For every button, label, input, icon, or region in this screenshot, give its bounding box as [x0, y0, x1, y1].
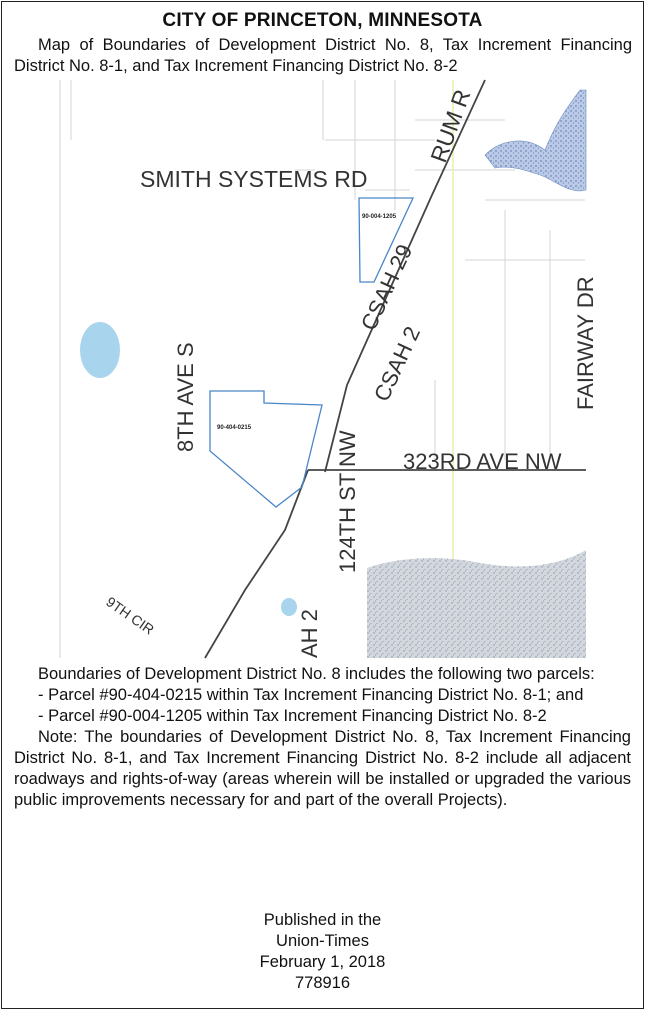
street-smith-systems: SMITH SYSTEMS RD: [140, 166, 368, 192]
small-pond: [281, 598, 297, 616]
published-in-line: Published in the: [263, 911, 382, 929]
street-csah-2: CSAH 2: [368, 322, 426, 406]
notice-id: 778916: [294, 974, 351, 992]
street-csah-2-bottom: AH 2: [297, 609, 322, 658]
intro-paragraph: Boundaries of Development District No. 8 includes the following two parcels:: [38, 665, 595, 683]
street-124th-st-nw: 124TH ST NW: [335, 430, 360, 573]
publication-date: February 1, 2018: [259, 953, 386, 971]
parcel-label-0215: 90-404-0215: [217, 425, 252, 431]
parcel-label-1205: 90-004-1205: [362, 214, 397, 220]
wetland-lower-right: [367, 550, 586, 658]
street-9th-cir: 9TH CIR: [103, 593, 158, 638]
boundary-map: [55, 80, 598, 658]
street-fairway-dr: FAIRWAY DR: [573, 276, 598, 410]
publication-info: [0, 910, 645, 994]
street-323rd-ave-nw: 323RD AVE NW: [403, 449, 562, 474]
street-8th-ave-s: 8TH AVE S: [173, 342, 198, 452]
notice-body: [14, 664, 631, 811]
parcel-item-1: - Parcel #90-404-0215 within Tax Increment Financing District No. 8-1; and: [38, 686, 584, 704]
street-csah-29: CSAH 29: [355, 240, 418, 335]
parcel-item-2: - Parcel #90-004-1205 within Tax Increment Financing District No. 8-2: [38, 707, 547, 725]
note-paragraph: Note: The boundaries of Development District No. 8, Tax Increment Financing District No. 8-1, and Tax Increment Financing District No. 8-2 include all adjacent roadways and rights-of-way (areas wherein will be installed or upgraded the various public improvements necessary for and part of the overall Projects).: [14, 728, 631, 809]
pond: [80, 322, 120, 378]
map-canvas: [55, 80, 598, 658]
street-rum-river: RUM R: [425, 85, 476, 166]
newspaper-name: Union-Times: [276, 932, 369, 950]
notice-title: CITY OF PRINCETON, MINNESOTA: [162, 10, 483, 31]
map-caption: Map of Boundaries of Development District No. 8, Tax Increment Financing District No. 8-1, and Tax Increment Financing District No. 8-2: [14, 36, 632, 75]
